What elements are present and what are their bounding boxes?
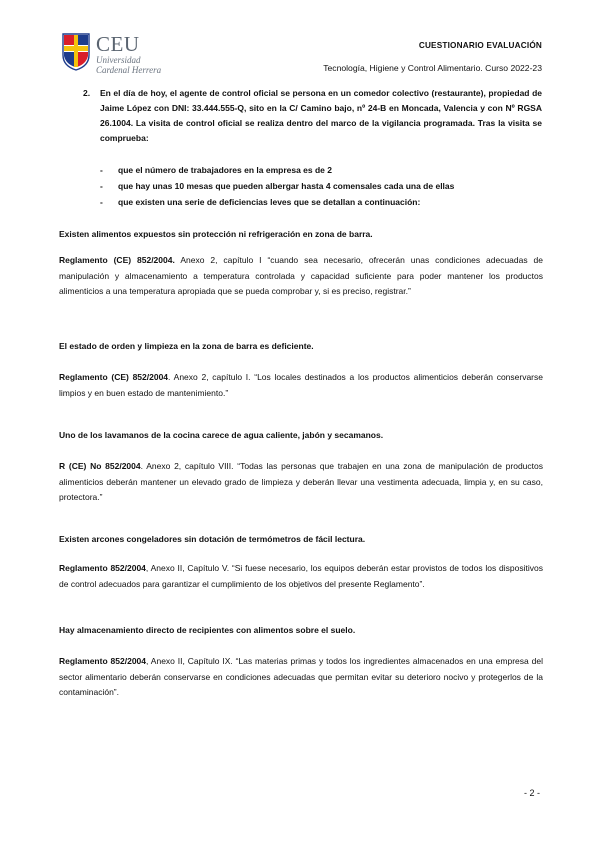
finding-heading: El estado de orden y limpieza en la zona de barra es deficiente. <box>59 341 314 351</box>
finding-regulation: Reglamento 852/2004, Anexo II, Capítulo V. “Si fuese necesario, los equipos deberán estar provistos de todos los dispositivos de control adecuados para garantizar el cumplimiento de los objetivos del presente Reglamento”. <box>59 563 543 589</box>
finding-regulation: Reglamento 852/2004, Anexo II, Capítulo IX. “Las materias primas y todos los ingredientes almacenados en una empresa del sector alimentario deberán conservarse en condiciones adecuadas que permitan evitar su deterioro nocivo y protegerlos de la contaminación”. <box>59 656 543 697</box>
university-logo <box>62 33 192 77</box>
question-text: En el día de hoy, el agente de control oficial se persona en un comedor colectivo (restaurante), propiedad de Jaime López con DNI: 33.444.555-Q, sito en la C/ Camino bajo, nº 24-B en Moncada, Valencia y con Nº RGSA 26.1004. La visita de control oficial se realiza dentro del marco de la vigilancia programada. Tras la visita se comprueba: <box>100 88 542 143</box>
finding-regulation: Reglamento (CE) 852/2004. Anexo 2, capítulo I “cuando sea necesario, ofrecerán unas condiciones adecuadas de manipulación y almacenamiento a temperatura controlada y capacidad suficiente para poder mantener los productos alimenticios a una temperatura apropiada que se pueda comprobar y, si es preciso, registrar.” <box>59 255 544 296</box>
regulation-reference: Reglamento 852/2004 <box>59 656 146 666</box>
regulation-reference: Reglamento (CE) 852/2004 <box>59 372 169 382</box>
finding-heading: Existen alimentos expuestos sin protección ni refrigeración en zona de barra. <box>59 229 373 239</box>
finding-heading: Uno de los lavamanos de la cocina carece de agua caliente, jabón y secamanos. <box>59 430 384 440</box>
finding-regulation: Reglamento (CE) 852/2004. Anexo 2, capítulo I. “Los locales destinados a los productos alimenticios deberán conservarse limpios y en buen estado de mantenimiento.” <box>59 372 543 398</box>
document-title: CUESTIONARIO EVALUACIÓN <box>418 41 542 50</box>
logo-subtitle: Universidad Cardenal Herrera <box>96 55 162 75</box>
regulation-reference: Reglamento (CE) 852/2004. <box>59 255 175 265</box>
finding-regulation: R (CE) No 852/2004. Anexo 2, capítulo VIII. “Todas las personas que trabajen en una zona de manipulación de productos alimenticios deberán mantener un elevado grado de limpieza y deberán llevar una vestimenta adecuada, limpia y, en su caso, protectora.” <box>59 461 543 502</box>
course-name: Tecnología, Higiene y Control Alimentario. Curso 2022-23 <box>323 63 542 73</box>
page-number: - 2 - <box>524 788 541 798</box>
regulation-reference: Reglamento 852/2004 <box>59 563 146 573</box>
logo-wordmark: CEU <box>96 32 140 56</box>
regulation-reference: R (CE) No 852/2004 <box>59 461 141 471</box>
finding-heading: Existen arcones congeladores sin dotación de termómetros de fácil lectura. <box>59 534 366 544</box>
finding-heading: Hay almacenamiento directo de recipientes con alimentos sobre el suelo. <box>59 625 356 635</box>
question-number: 2. <box>83 88 91 98</box>
university-shield-icon <box>62 33 90 71</box>
